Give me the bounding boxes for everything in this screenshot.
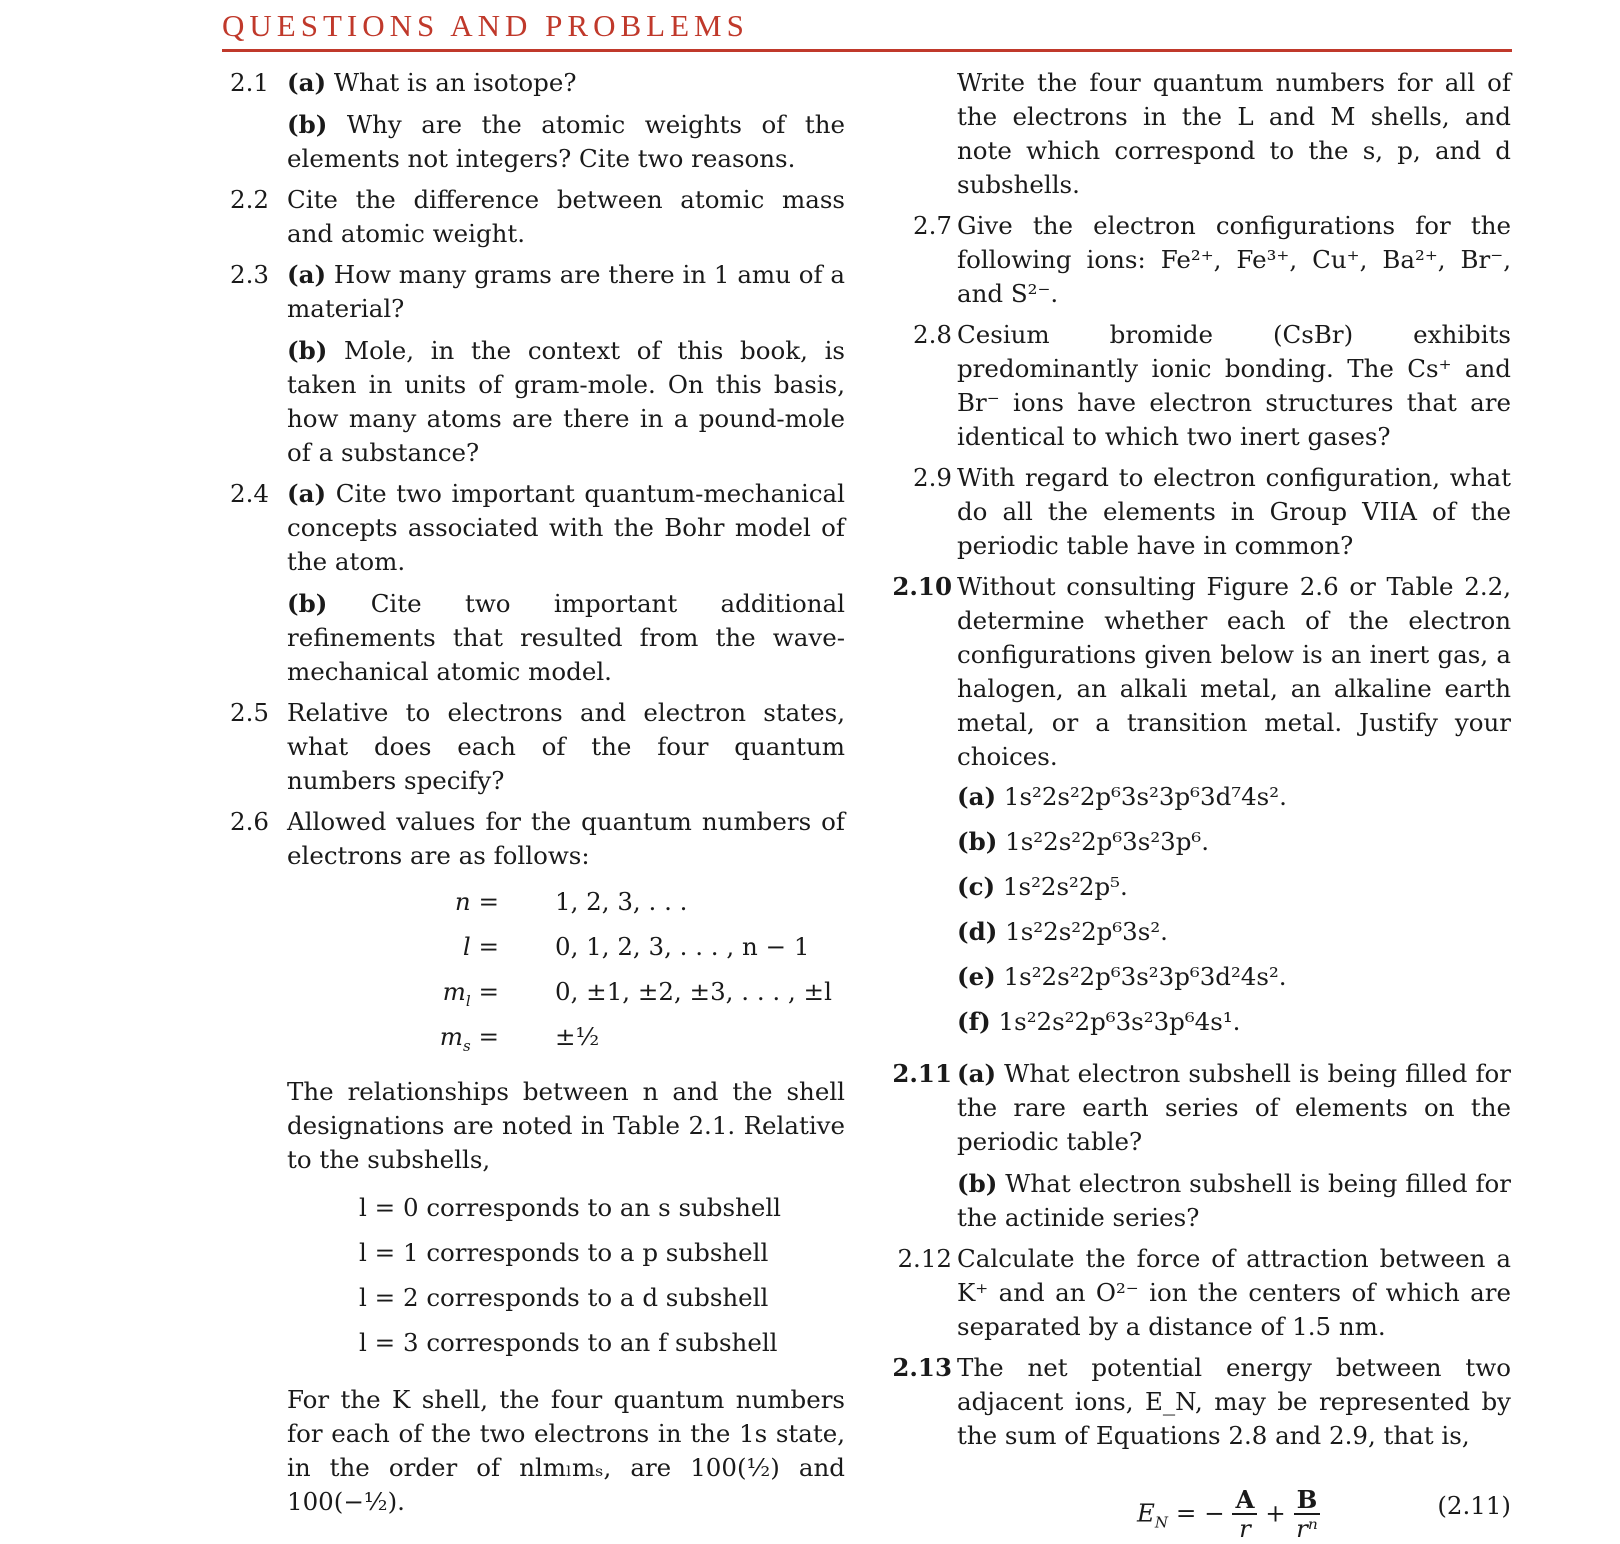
k-shell-text: For the K shell, the four quantum numbers for each of the two electrons in the 1s state, in the order of nlmₗmₛ, are 100(½) and 100(−½). — [287, 1385, 845, 1516]
part-text: Cite two important quantum-mechanical concepts associated with the Bohr model of the atom. — [287, 479, 845, 576]
problem-text: Give the electron configurations for the following ions: Fe²⁺, Fe³⁺, Cu⁺, Ba²⁺, Br⁻, and S²⁻. — [957, 211, 1511, 308]
problem-number: 2.8 — [913, 320, 952, 349]
configuration-item — [957, 960, 1511, 1005]
part-label: (a) — [287, 260, 327, 289]
configuration: 1s²2s²2p⁶3s²3p⁶3d²4s². — [1003, 962, 1287, 991]
equation-lhs: $m_l$ = — [442, 977, 499, 1010]
configuration-item — [957, 780, 1511, 825]
configuration-list — [957, 780, 1511, 1050]
equation-l — [287, 930, 845, 975]
subshell-list — [359, 1191, 845, 1371]
part-label: (b) — [287, 336, 328, 365]
problem-number: 2.10 — [892, 572, 952, 601]
item-label: (f) — [957, 1007, 991, 1036]
part-label: (b) — [287, 110, 328, 139]
problem-2-6-continued — [888, 66, 1511, 202]
part-text: Mole, in the context of this book, is taken in units of gram-mole. On this basis, how many atoms are there in a pound-mole of a substance? — [287, 336, 845, 467]
configuration-item — [957, 915, 1511, 960]
problem-number: 2.13 — [892, 1353, 952, 1382]
problem-number: 2.11 — [892, 1059, 952, 1088]
configuration: 1s²2s²2p⁶3s²3p⁶. — [1005, 827, 1210, 856]
subshell-item: l = 0 corresponds to an s subshell — [359, 1193, 782, 1222]
part-text: Cite two important additional refinements that resulted from the wave-mechanical atomic model. — [287, 589, 845, 686]
subshell-item: l = 1 corresponds to a p subshell — [359, 1238, 769, 1267]
right-column — [888, 66, 1511, 1544]
configuration: 1s²2s²2p⁶3s²3p⁶4s¹. — [998, 1007, 1241, 1036]
equation-rhs: 1, 2, 3, . . . — [555, 887, 688, 916]
part-text: What electron subshell is being filled for the rare earth series of elements on the periodic table? — [957, 1059, 1511, 1156]
problem-number: 2.12 — [897, 1244, 952, 1273]
part-label: (a) — [287, 68, 327, 97]
part-text: What is an isotope? — [333, 68, 577, 97]
relation-text: The relationships between n and the shell designations are noted in Table 2.1. Relative to the subshells, — [287, 1077, 845, 1174]
problem-2-1 — [230, 66, 845, 176]
equation-rhs: 0, ±1, ±2, ±3, . . . , ±l — [555, 977, 832, 1006]
problem-text: With regard to electron configuration, what do all the elements in Group VIIA of the periodic table have in common? — [957, 463, 1511, 560]
problem-2-7 — [888, 209, 1511, 311]
item-label: (c) — [957, 872, 996, 901]
problem-number: 2.5 — [230, 698, 269, 727]
problem-text: Relative to electrons and electron states, what does each of the four quantum numbers specify? — [287, 698, 845, 795]
problem-text: Cesium bromide (CsBr) exhibits predominantly ionic bonding. The Cs⁺ and Br⁻ ions have electron structures that are identical to which two inert gases? — [957, 320, 1511, 451]
equation-n — [287, 885, 845, 930]
equation-lhs: $m_s$ = — [439, 1022, 499, 1055]
part-text: How many grams are there in 1 amu of a material? — [287, 260, 845, 323]
problem-number: 2.3 — [230, 260, 269, 289]
heading-rule — [222, 49, 1512, 52]
equation-lhs: l = — [462, 932, 499, 961]
part-label: (a) — [957, 1059, 997, 1088]
problem-text: Write the four quantum numbers for all of the electrons in the L and M shells, and note which correspond to the s, p, and d subshells. — [957, 68, 1511, 199]
fraction-b-over-rn: $\frac{B}{\text{rⁿ}}$ — [1294, 1487, 1321, 1543]
quantum-number-equations — [287, 885, 845, 1065]
problem-2-9 — [888, 461, 1511, 563]
problem-text: The net potential energy between two adjacent ions, E_N, may be represented by the sum of Equations 2.8 and 2.9, that is, — [957, 1353, 1511, 1450]
equation-lhs: n = — [454, 887, 499, 916]
problem-2-4 — [230, 477, 845, 689]
configuration-item — [957, 870, 1511, 915]
part-text: Why are the atomic weights of the elements not integers? Cite two reasons. — [287, 110, 845, 173]
problem-2-6 — [230, 805, 845, 1519]
problem-text: Calculate the force of attraction between a K⁺ and an O²⁻ ion the centers of which are separated by a distance of 1.5 nm. — [957, 1244, 1511, 1341]
problem-number: 2.2 — [230, 185, 269, 214]
problem-number: 2.1 — [230, 68, 269, 97]
part-label: (b) — [287, 589, 328, 618]
problem-number: 2.9 — [913, 463, 952, 492]
problem-2-11 — [888, 1057, 1511, 1235]
subshell-item: l = 2 corresponds to a d subshell — [359, 1283, 769, 1312]
section-heading: QUESTIONS AND PROBLEMS — [222, 8, 749, 43]
problem-2-12 — [888, 1242, 1511, 1344]
item-label: (d) — [957, 917, 998, 946]
equation-rhs: 0, 1, 2, 3, . . . , n − 1 — [555, 932, 810, 961]
problem-2-8 — [888, 318, 1511, 454]
fraction-a-over-r: $\frac{A}{r}$ — [1232, 1487, 1257, 1543]
problem-2-2 — [230, 183, 845, 251]
problem-intro: Allowed values for the quantum numbers of electrons are as follows: — [287, 807, 845, 870]
problem-2-5 — [230, 696, 845, 798]
configuration: 1s²2s²2p⁶3s². — [1005, 917, 1168, 946]
configuration: 1s²2s²2p⁶3s²3p⁶3d⁷4s². — [1003, 782, 1287, 811]
equation-2-11 — [957, 1467, 1511, 1543]
part-label: (a) — [287, 479, 327, 508]
part-text: What electron subshell is being filled for the actinide series? — [957, 1169, 1511, 1232]
left-column — [230, 66, 845, 1526]
item-label: (a) — [957, 782, 997, 811]
equation-ms — [287, 1020, 845, 1065]
configuration: 1s²2s²2p⁵. — [1002, 872, 1128, 901]
equation-number: (2.11) — [1437, 1491, 1511, 1520]
problem-number: 2.4 — [230, 479, 269, 508]
item-label: (b) — [957, 827, 998, 856]
item-label: (e) — [957, 962, 996, 991]
problem-2-13 — [888, 1351, 1511, 1543]
problem-number: 2.6 — [230, 807, 269, 836]
equation-expression: $E_N$ = − $\frac{A}{r}$ + $\frac{B}{\text{rⁿ}}$ — [1137, 1487, 1320, 1543]
equation-ml — [287, 975, 845, 1020]
problem-2-3 — [230, 258, 845, 470]
configuration-item — [957, 825, 1511, 870]
equation-rhs: ±½ — [555, 1022, 600, 1051]
configuration-item — [957, 1005, 1511, 1050]
problem-text: Without consulting Figure 2.6 or Table 2.2, determine whether each of the electron configurations given below is an inert gas, a halogen, an alkali metal, an alkaline earth metal, or a transition metal. Justify your choices. — [957, 572, 1511, 771]
part-label: (b) — [957, 1169, 998, 1198]
problem-2-10 — [888, 570, 1511, 1050]
problem-number: 2.7 — [913, 211, 952, 240]
subshell-item: l = 3 corresponds to an f subshell — [359, 1328, 778, 1357]
problem-text: Cite the difference between atomic mass and atomic weight. — [287, 185, 845, 248]
